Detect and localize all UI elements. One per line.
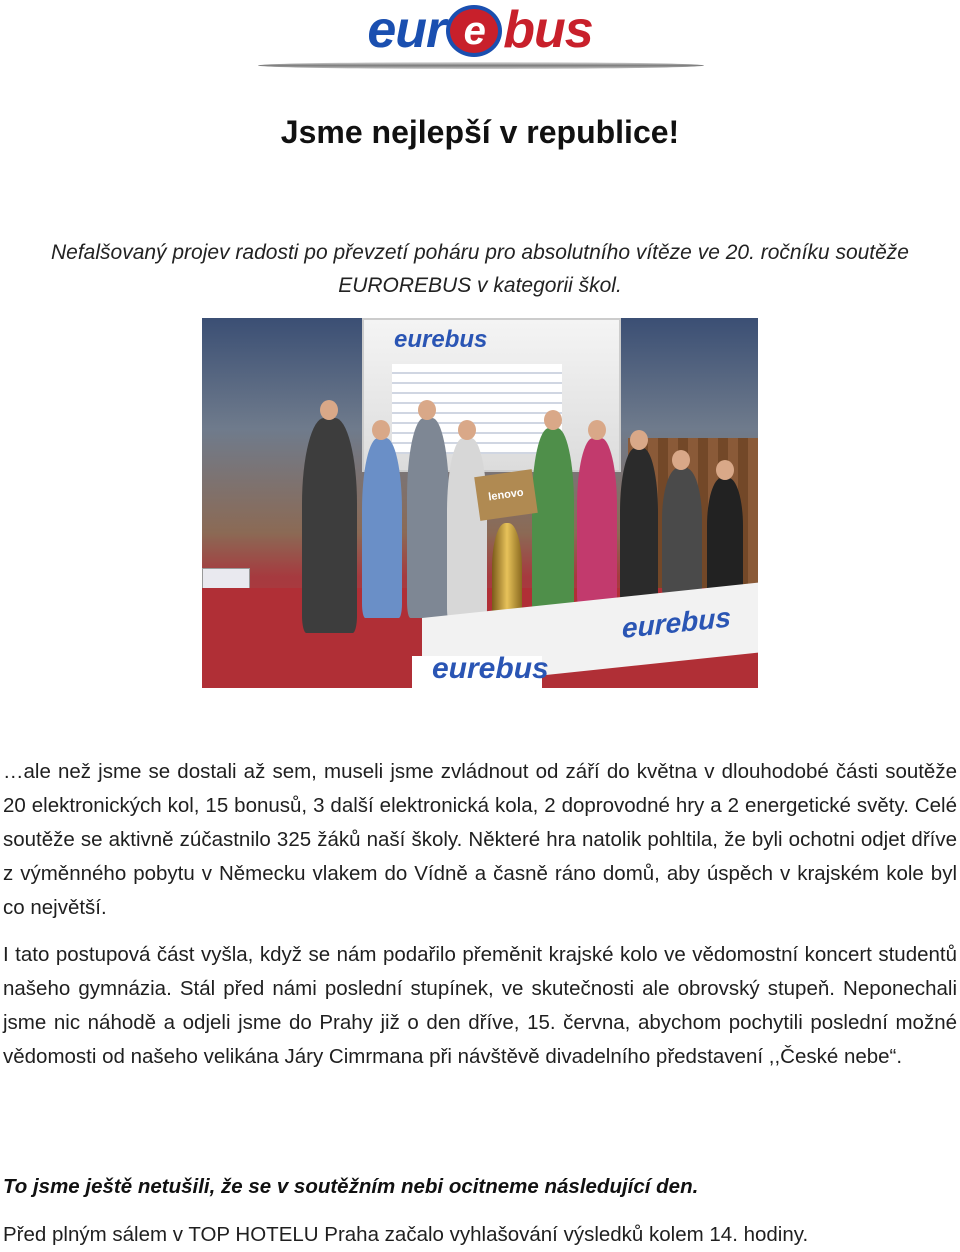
banner-logo-front: eurebus xyxy=(432,652,549,685)
page-title: Jsme nejlepší v republice! xyxy=(280,114,680,150)
paragraph-1: …ale než jsme se dostali až sem, museli jsme zvládnout od září do května v dlouhodobé části soutěže 20 elektronických kol, 15 bonusů, 3 další elektronická kola, 2 doprovodné hry a 2 energetické světy. Celé soutěže se aktivně zúčastnilo 325 žáků naší školy. Některé hra natolik pohltila, že byli ochotni odjet dříve z výměnného pobytu v Německu vlakem do Vídně a časně ráno domů, aby úspěch v krajském kole byl co největší. xyxy=(3,760,957,919)
person xyxy=(577,438,617,608)
celebration-photo xyxy=(202,318,758,688)
projection-screen xyxy=(362,318,621,472)
person-head xyxy=(588,420,606,440)
person xyxy=(407,418,449,618)
paragraph-2: I tato postupová část vyšla, když se nám podařilo přeměnit krajské kolo ve vědomostní koncert studentů našeho gymnázia. Stál před námi poslední stupínek, ve skutečnosti ale obrovský stupeň. Neponechali jsme nic náhodě a odjeli jsme do Prahy již o den dříve, 15. června, abychom pochytili poslední možné vědomosti od našeho velikána Járy Cimrmana při návštěvě divadelního představení ,,České nebe“. xyxy=(3,943,957,1068)
person xyxy=(447,438,487,623)
person-head xyxy=(630,430,648,450)
logo xyxy=(0,0,960,80)
photo-caption: Nefalšovaný projev radosti po převzetí poháru pro absolutního vítěze ve 20. ročníku soutěže EUROREBUS v kategorii škol. xyxy=(50,241,909,297)
person xyxy=(620,448,658,608)
logo-underline xyxy=(258,62,704,69)
emphasis-line: To jsme ještě netušili, že se v soutěžním nebi ocitneme následující den. xyxy=(3,1175,699,1198)
person xyxy=(362,438,402,618)
person xyxy=(662,468,702,598)
person-head xyxy=(418,400,436,420)
person-head xyxy=(458,420,476,440)
screen-logo: eurebus xyxy=(394,326,488,353)
person-head xyxy=(372,420,390,440)
person xyxy=(532,428,574,618)
logo-circle-mark: e xyxy=(446,5,502,57)
banner-logo: eurebus xyxy=(622,601,731,644)
closing-line: Před plným sálem v TOP HOTELU Praha začalo vyhlašování výsledků kolem 14. hodiny. xyxy=(3,1223,809,1246)
logo-part-bus: bus xyxy=(503,1,593,59)
person-head xyxy=(716,460,734,480)
person xyxy=(707,478,743,598)
person-head xyxy=(320,400,338,420)
logo-part-eur: eur xyxy=(367,1,446,59)
lenovo-box: lenovo xyxy=(474,469,538,521)
person xyxy=(302,418,357,633)
logo-wordmark xyxy=(0,2,960,58)
person-head xyxy=(544,410,562,430)
person-head xyxy=(672,450,690,470)
stage-banner-front xyxy=(412,652,549,688)
